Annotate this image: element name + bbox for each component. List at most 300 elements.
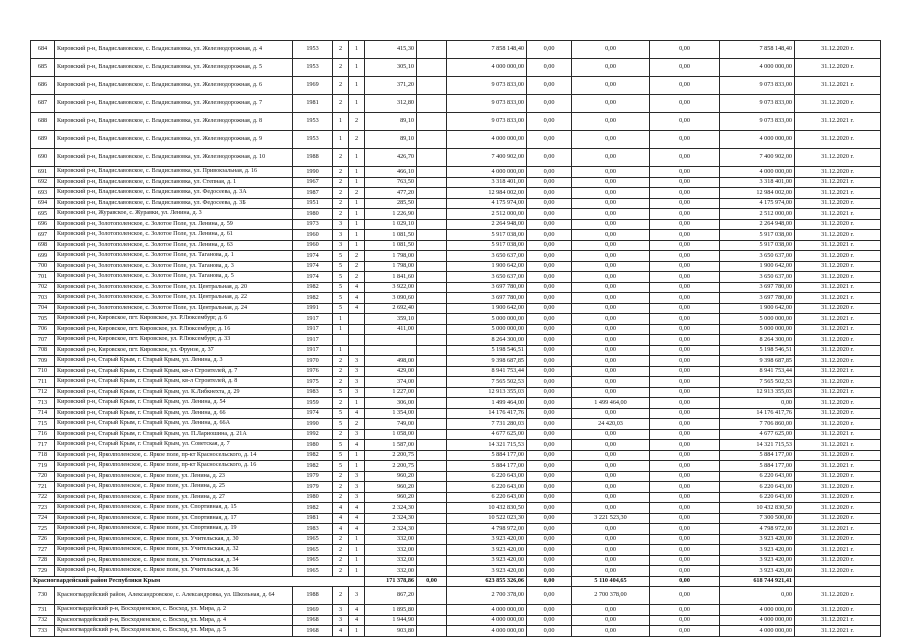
fund-cell: 0,00: [527, 177, 572, 188]
fund-cell: 0,00: [527, 492, 572, 503]
total-cost-cell: 3 318 401,00: [447, 177, 527, 188]
empty-cell: [417, 167, 447, 178]
table-row: [31, 377, 881, 388]
table-row: [31, 534, 881, 545]
area-cell: 89,10: [365, 131, 417, 149]
empty-cell: [417, 251, 447, 262]
owners-funds-cell: 6 220 643,00: [720, 482, 795, 493]
empty-cell: [417, 429, 447, 440]
total-cost-cell: 4 000 000,00: [447, 605, 527, 616]
regional-budget-cell: 0,00: [572, 240, 650, 251]
owners-funds-cell: 0,00: [720, 587, 795, 605]
year-cell: 1974: [293, 408, 333, 419]
empty-cell: [417, 219, 447, 230]
local-budget-cell: 0,00: [650, 366, 720, 377]
table-row: [31, 314, 881, 325]
area-cell: 306,00: [365, 398, 417, 409]
row-number: 705: [31, 314, 55, 325]
regional-budget-cell: 0,00: [572, 314, 650, 325]
regional-budget-cell: 0,00: [572, 59, 650, 77]
fund-cell: 0,00: [527, 429, 572, 440]
local-budget-cell: 0,00: [650, 524, 720, 535]
fund-cell: 0,00: [527, 566, 572, 577]
entrances-cell: [349, 314, 365, 325]
address-cell: Кировский р-н, Владиславовское, с. Владиславовка, ул. Федосеева, д. 3А: [55, 188, 293, 199]
regional-budget-cell: 0,00: [572, 303, 650, 314]
total-cost-cell: 1 900 642,00: [447, 303, 527, 314]
empty-cell: [417, 626, 447, 637]
address-cell: Кировский р-н, Владиславовское, с. Владиславовка, ул. Железнодорожная, д. 9: [55, 131, 293, 149]
regional-budget-cell: 0,00: [572, 198, 650, 209]
entrances-cell: 4: [349, 615, 365, 626]
table-row: [31, 482, 881, 493]
entrances-cell: 3: [349, 482, 365, 493]
deadline-cell: 31.12.2020 г.: [795, 482, 881, 493]
table-row: [31, 615, 881, 626]
area-cell: 1 058,00: [365, 429, 417, 440]
address-cell: Кировский р-н, Золотополенское, с. Золотое Поле, ул. Ленина, д. 63: [55, 240, 293, 251]
address-cell: Кировский р-н, Владиславовское, с. Владиславовка, ул. Железнодорожная, д. 7: [55, 95, 293, 113]
owners-funds-cell: 0,00: [720, 398, 795, 409]
regional-budget-cell: 0,00: [572, 272, 650, 283]
floors-cell: 2: [333, 398, 349, 409]
address-cell: Кировский р-н, Ярколполенское, с. Яркое поле, ул. Ленина, д. 27: [55, 492, 293, 503]
floors-cell: 2: [333, 555, 349, 566]
empty-cell: [417, 398, 447, 409]
table-row: [31, 503, 881, 514]
entrances-cell: 1: [349, 230, 365, 241]
floors-cell: 1: [333, 314, 349, 325]
fund-cell: 0,00: [527, 272, 572, 283]
owners-funds-cell: 2 264 948,00: [720, 219, 795, 230]
entrances-cell: 1: [349, 177, 365, 188]
empty-cell: [417, 177, 447, 188]
total-cost-cell: 4 000 000,00: [447, 131, 527, 149]
area-cell: 1 798,00: [365, 251, 417, 262]
address-cell: Кировский р-н, Старый Крым, г. Старый Крым, ул. Ленина, д. 3: [55, 356, 293, 367]
owners-funds-cell: 3 697 780,00: [720, 293, 795, 304]
address-cell: Кировский р-н, Старый Крым, г. Старый Крым, ул. Ленина, д. 66: [55, 408, 293, 419]
floors-cell: 4: [333, 503, 349, 514]
total-cost-cell: 4 175 974,00: [447, 198, 527, 209]
floors-cell: 2: [333, 41, 349, 59]
local-budget-cell: 0,00: [650, 230, 720, 241]
address-cell: Кировский р-н, Старый Крым, г. Старый Крым, ул. Ленина, д. 54: [55, 398, 293, 409]
floors-cell: 2: [333, 545, 349, 556]
total-cost-cell: 7 731 280,03: [447, 419, 527, 430]
floors-cell: 3: [333, 240, 349, 251]
regional-budget-cell: 0,00: [572, 251, 650, 262]
table-row: [31, 95, 881, 113]
floors-cell: 2: [333, 209, 349, 220]
owners-funds-cell: 7 706 860,00: [720, 419, 795, 430]
total-cost-cell: 9 073 833,00: [447, 113, 527, 131]
year-cell: 1965: [293, 545, 333, 556]
total-cost-cell: 5 000 000,00: [447, 314, 527, 325]
address-cell: Кировский р-н, Кировское, пгт. Кировское, ул. Р.Люксембург, д. 6: [55, 314, 293, 325]
local-budget-cell: 0,00: [650, 251, 720, 262]
table-row: [31, 261, 881, 272]
row-number: 707: [31, 335, 55, 346]
floors-cell: 5: [333, 408, 349, 419]
regional-budget-cell: 2 700 378,00: [572, 587, 650, 605]
table-row: [31, 272, 881, 283]
owners-funds-cell: 5 198 546,51: [720, 345, 795, 356]
regional-budget-cell: 0,00: [572, 95, 650, 113]
entrances-cell: 1: [349, 95, 365, 113]
deadline-cell: 31.12.2021 г.: [795, 461, 881, 472]
area-cell: 477,20: [365, 188, 417, 199]
table-row: [31, 230, 881, 241]
year-cell: 1980: [293, 440, 333, 451]
table-body: [31, 41, 881, 637]
area-cell: 1 081,50: [365, 230, 417, 241]
total-cost-cell: 5 000 000,00: [447, 324, 527, 335]
year-cell: 1982: [293, 293, 333, 304]
local-budget-cell: 0,00: [650, 303, 720, 314]
entrances-cell: 3: [349, 429, 365, 440]
area-cell: 415,30: [365, 41, 417, 59]
area-cell: 374,00: [365, 377, 417, 388]
owners-funds-cell: 5 000 000,00: [720, 314, 795, 325]
owners-funds-cell: 3 650 637,00: [720, 272, 795, 283]
fund-cell: 0,00: [527, 41, 572, 59]
table-row: [31, 240, 881, 251]
area-cell: 2 200,75: [365, 450, 417, 461]
entrances-cell: 4: [349, 282, 365, 293]
empty-cell: [417, 41, 447, 59]
owners-funds-cell: 2 512 000,00: [720, 209, 795, 220]
row-number: 703: [31, 293, 55, 304]
area-cell: 1 944,90: [365, 615, 417, 626]
total-cost-cell: 5 884 177,00: [447, 461, 527, 472]
subtotal-date: [795, 576, 881, 587]
empty-cell: [417, 545, 447, 556]
row-number: 731: [31, 605, 55, 616]
address-cell: Кировский р-н, Владиславовское, с. Владиславовка, ул. Железнодорожная, д. 10: [55, 149, 293, 167]
fund-cell: 0,00: [527, 524, 572, 535]
owners-funds-cell: 3 923 420,00: [720, 545, 795, 556]
regional-budget-cell: 0,00: [572, 356, 650, 367]
deadline-cell: 31.12.2020 г.: [795, 566, 881, 577]
row-number: 699: [31, 251, 55, 262]
subtotal-regional: 5 110 404,65: [572, 576, 650, 587]
entrances-cell: 1: [349, 198, 365, 209]
empty-cell: [417, 605, 447, 616]
total-cost-cell: 9 073 833,00: [447, 77, 527, 95]
table-row: [31, 131, 881, 149]
floors-cell: 2: [333, 377, 349, 388]
empty-cell: [417, 513, 447, 524]
floors-cell: 5: [333, 282, 349, 293]
regional-budget-cell: 0,00: [572, 261, 650, 272]
address-cell: Кировский р-н, Золотополенское, с. Золотое Поле, ул. Таганова, д. 3: [55, 261, 293, 272]
year-cell: 1965: [293, 555, 333, 566]
deadline-cell: 31.12.2020 г.: [795, 261, 881, 272]
area-cell: 2 692,40: [365, 303, 417, 314]
total-cost-cell: 4 000 000,00: [447, 626, 527, 637]
local-budget-cell: 0,00: [650, 482, 720, 493]
subtotal-fund: 0,00: [527, 576, 572, 587]
local-budget-cell: 0,00: [650, 555, 720, 566]
floors-cell: 2: [333, 77, 349, 95]
entrances-cell: 2: [349, 272, 365, 283]
empty-cell: [417, 240, 447, 251]
year-cell: 1992: [293, 429, 333, 440]
area-cell: 867,20: [365, 587, 417, 605]
fund-cell: 0,00: [527, 440, 572, 451]
regional-budget-cell: 0,00: [572, 177, 650, 188]
deadline-cell: 31.12.2020 г.: [795, 95, 881, 113]
owners-funds-cell: 5 917 038,00: [720, 240, 795, 251]
deadline-cell: 31.12.2020 г.: [795, 149, 881, 167]
local-budget-cell: 0,00: [650, 188, 720, 199]
address-cell: Кировский р-н, Золотополенское, с. Золотое Поле, ул. Таганова, д. 1: [55, 251, 293, 262]
floors-cell: 2: [333, 566, 349, 577]
empty-cell: [417, 113, 447, 131]
empty-cell: [417, 615, 447, 626]
owners-funds-cell: 5 917 038,00: [720, 230, 795, 241]
floors-cell: 1: [333, 113, 349, 131]
total-cost-cell: 1 499 464,00: [447, 398, 527, 409]
year-cell: 1981: [293, 513, 333, 524]
address-cell: Кировский р-н, Владиславовское, с. Владиславовка, ул. Привокзальная, д. 16: [55, 167, 293, 178]
table-row: [31, 524, 881, 535]
entrances-cell: 1: [349, 41, 365, 59]
deadline-cell: 31.12.2020 г.: [795, 335, 881, 346]
floors-cell: 5: [333, 419, 349, 430]
address-cell: Кировский р-н, Ярколполенское, с. Яркое поле, пр-кт Красносельского, д. 14: [55, 450, 293, 461]
total-cost-cell: 3 650 637,00: [447, 272, 527, 283]
owners-funds-cell: 3 650 637,00: [720, 251, 795, 262]
table-row: [31, 219, 881, 230]
fund-cell: 0,00: [527, 261, 572, 272]
total-cost-cell: 10 432 830,50: [447, 503, 527, 514]
owners-funds-cell: 4 677 625,00: [720, 429, 795, 440]
year-cell: 1981: [293, 95, 333, 113]
entrances-cell: 4: [349, 503, 365, 514]
entrances-cell: 4: [349, 408, 365, 419]
table-row: [31, 77, 881, 95]
subtotal-row: [31, 576, 881, 587]
deadline-cell: 31.12.2020 г.: [795, 345, 881, 356]
local-budget-cell: 0,00: [650, 149, 720, 167]
regional-budget-cell: 0,00: [572, 77, 650, 95]
row-number: 690: [31, 149, 55, 167]
local-budget-cell: 0,00: [650, 293, 720, 304]
area-cell: 1 798,00: [365, 261, 417, 272]
entrances-cell: 1: [349, 209, 365, 220]
table-row: [31, 419, 881, 430]
address-cell: Кировский р-н, Ярколполенское, с. Яркое поле, ул. Спортивная, д. 19: [55, 524, 293, 535]
entrances-cell: 1: [349, 626, 365, 637]
address-cell: Кировский р-н, Старый Крым, г. Старый Крым, ул. Советская, д. 7: [55, 440, 293, 451]
total-cost-cell: 2 512 000,00: [447, 209, 527, 220]
year-cell: 1990: [293, 167, 333, 178]
fund-cell: 0,00: [527, 377, 572, 388]
fund-cell: 0,00: [527, 387, 572, 398]
regional-budget-cell: 0,00: [572, 524, 650, 535]
year-cell: 1970: [293, 356, 333, 367]
row-number: 686: [31, 77, 55, 95]
table-row: [31, 492, 881, 503]
year-cell: 1969: [293, 77, 333, 95]
deadline-cell: 31.12.2021 г.: [795, 366, 881, 377]
deadline-cell: 31.12.2020 г.: [795, 513, 881, 524]
local-budget-cell: 0,00: [650, 626, 720, 637]
address-cell: Красногвардейский р-н, Восходненское, с. Восход, ул. Мира, д. 5: [55, 626, 293, 637]
regional-budget-cell: 0,00: [572, 503, 650, 514]
row-number: 694: [31, 198, 55, 209]
fund-cell: 0,00: [527, 461, 572, 472]
year-cell: 1974: [293, 272, 333, 283]
local-budget-cell: 0,00: [650, 503, 720, 514]
entrances-cell: [349, 324, 365, 335]
entrances-cell: 1: [349, 450, 365, 461]
owners-funds-cell: 10 432 830,50: [720, 503, 795, 514]
area-cell: 498,00: [365, 356, 417, 367]
year-cell: 1974: [293, 261, 333, 272]
year-cell: 1980: [293, 492, 333, 503]
floors-cell: 4: [333, 626, 349, 637]
deadline-cell: 31.12.2021 г.: [795, 324, 881, 335]
local-budget-cell: 0,00: [650, 95, 720, 113]
empty-cell: [417, 377, 447, 388]
year-cell: 1982: [293, 450, 333, 461]
area-cell: 429,00: [365, 366, 417, 377]
owners-funds-cell: 9 398 687,85: [720, 356, 795, 367]
empty-cell: [417, 149, 447, 167]
year-cell: 1979: [293, 471, 333, 482]
table-row: [31, 471, 881, 482]
deadline-cell: 31.12.2020 г.: [795, 471, 881, 482]
table-row: [31, 429, 881, 440]
deadline-cell: 31.12.2020 г.: [795, 587, 881, 605]
floors-cell: 2: [333, 188, 349, 199]
address-cell: Кировский р-н, Золотополенское, с. Золотое Поле, ул. Центральная, д. 24: [55, 303, 293, 314]
row-number: 733: [31, 626, 55, 637]
local-budget-cell: 0,00: [650, 59, 720, 77]
owners-funds-cell: 1 900 642,00: [720, 303, 795, 314]
entrances-cell: 3: [349, 587, 365, 605]
row-number: 689: [31, 131, 55, 149]
total-cost-cell: 4 677 625,00: [447, 429, 527, 440]
total-cost-cell: 7 858 148,40: [447, 41, 527, 59]
area-cell: 1 226,90: [365, 209, 417, 220]
owners-funds-cell: 3 923 420,00: [720, 534, 795, 545]
year-cell: 1988: [293, 149, 333, 167]
area-cell: 411,00: [365, 324, 417, 335]
empty-cell: [417, 95, 447, 113]
area-cell: 332,00: [365, 566, 417, 577]
total-cost-cell: 6 220 643,00: [447, 492, 527, 503]
row-number: 721: [31, 482, 55, 493]
local-budget-cell: 0,00: [650, 77, 720, 95]
regional-budget-cell: 0,00: [572, 440, 650, 451]
local-budget-cell: 0,00: [650, 167, 720, 178]
address-cell: Кировский р-н, Владиславовское, с. Владиславовка, ул. Железнодорожная, д. 6: [55, 77, 293, 95]
empty-cell: [417, 272, 447, 283]
fund-cell: 0,00: [527, 230, 572, 241]
empty-cell: [417, 440, 447, 451]
entrances-cell: 3: [349, 492, 365, 503]
table-row: [31, 450, 881, 461]
local-budget-cell: 0,00: [650, 41, 720, 59]
table-row: [31, 303, 881, 314]
regional-budget-cell: 0,00: [572, 566, 650, 577]
table-row: [31, 461, 881, 472]
total-cost-cell: 10 522 023,30: [447, 513, 527, 524]
row-number: 713: [31, 398, 55, 409]
address-cell: Красногвардейский р-н, Восходненское, с. Восход, ул. Мира, д. 2: [55, 605, 293, 616]
address-cell: Кировский р-н, Владиславовское, с. Владиславовка, ул. Федосеева, д. 3Б: [55, 198, 293, 209]
fund-cell: 0,00: [527, 95, 572, 113]
address-cell: Кировский р-н, Кировское, пгт. Кировское, ул. Р.Люксембург, д. 16: [55, 324, 293, 335]
empty-cell: [417, 450, 447, 461]
area-cell: 2 324,30: [365, 513, 417, 524]
local-budget-cell: 0,00: [650, 461, 720, 472]
owners-funds-cell: 4 000 000,00: [720, 615, 795, 626]
table-row: [31, 324, 881, 335]
area-cell: 2 324,30: [365, 524, 417, 535]
entrances-cell: 1: [349, 534, 365, 545]
floors-cell: 5: [333, 450, 349, 461]
regional-budget-cell: 0,00: [572, 555, 650, 566]
row-number: 730: [31, 587, 55, 605]
local-budget-cell: 0,00: [650, 419, 720, 430]
area-cell: 466,10: [365, 167, 417, 178]
row-number: 692: [31, 177, 55, 188]
floors-cell: 2: [333, 482, 349, 493]
floors-cell: 1: [333, 345, 349, 356]
local-budget-cell: 0,00: [650, 377, 720, 388]
area-cell: 960,20: [365, 482, 417, 493]
empty-cell: [417, 566, 447, 577]
deadline-cell: 31.12.2021 г.: [795, 209, 881, 220]
row-number: 719: [31, 461, 55, 472]
year-cell: 1969: [293, 605, 333, 616]
floors-cell: 4: [333, 524, 349, 535]
fund-cell: 0,00: [527, 503, 572, 514]
regional-budget-cell: 0,00: [572, 335, 650, 346]
year-cell: 1973: [293, 219, 333, 230]
local-budget-cell: 0,00: [650, 272, 720, 283]
year-cell: 1980: [293, 209, 333, 220]
regional-budget-cell: 0,00: [572, 230, 650, 241]
area-cell: [365, 345, 417, 356]
regional-budget-cell: 0,00: [572, 113, 650, 131]
floors-cell: 2: [333, 95, 349, 113]
entrances-cell: 2: [349, 113, 365, 131]
row-number: 717: [31, 440, 55, 451]
owners-funds-cell: 3 923 420,00: [720, 555, 795, 566]
table-row: [31, 188, 881, 199]
area-cell: 1 895,80: [365, 605, 417, 616]
deadline-cell: 31.12.2020 г.: [795, 356, 881, 367]
empty-cell: [417, 555, 447, 566]
year-cell: 1917: [293, 335, 333, 346]
floors-cell: 2: [333, 429, 349, 440]
fund-cell: 0,00: [527, 209, 572, 220]
row-number: 685: [31, 59, 55, 77]
entrances-cell: 3: [349, 356, 365, 367]
table-row: [31, 335, 881, 346]
table-row: [31, 408, 881, 419]
regional-budget-cell: 0,00: [572, 366, 650, 377]
row-number: 712: [31, 387, 55, 398]
local-budget-cell: 0,00: [650, 314, 720, 325]
empty-cell: [417, 419, 447, 430]
